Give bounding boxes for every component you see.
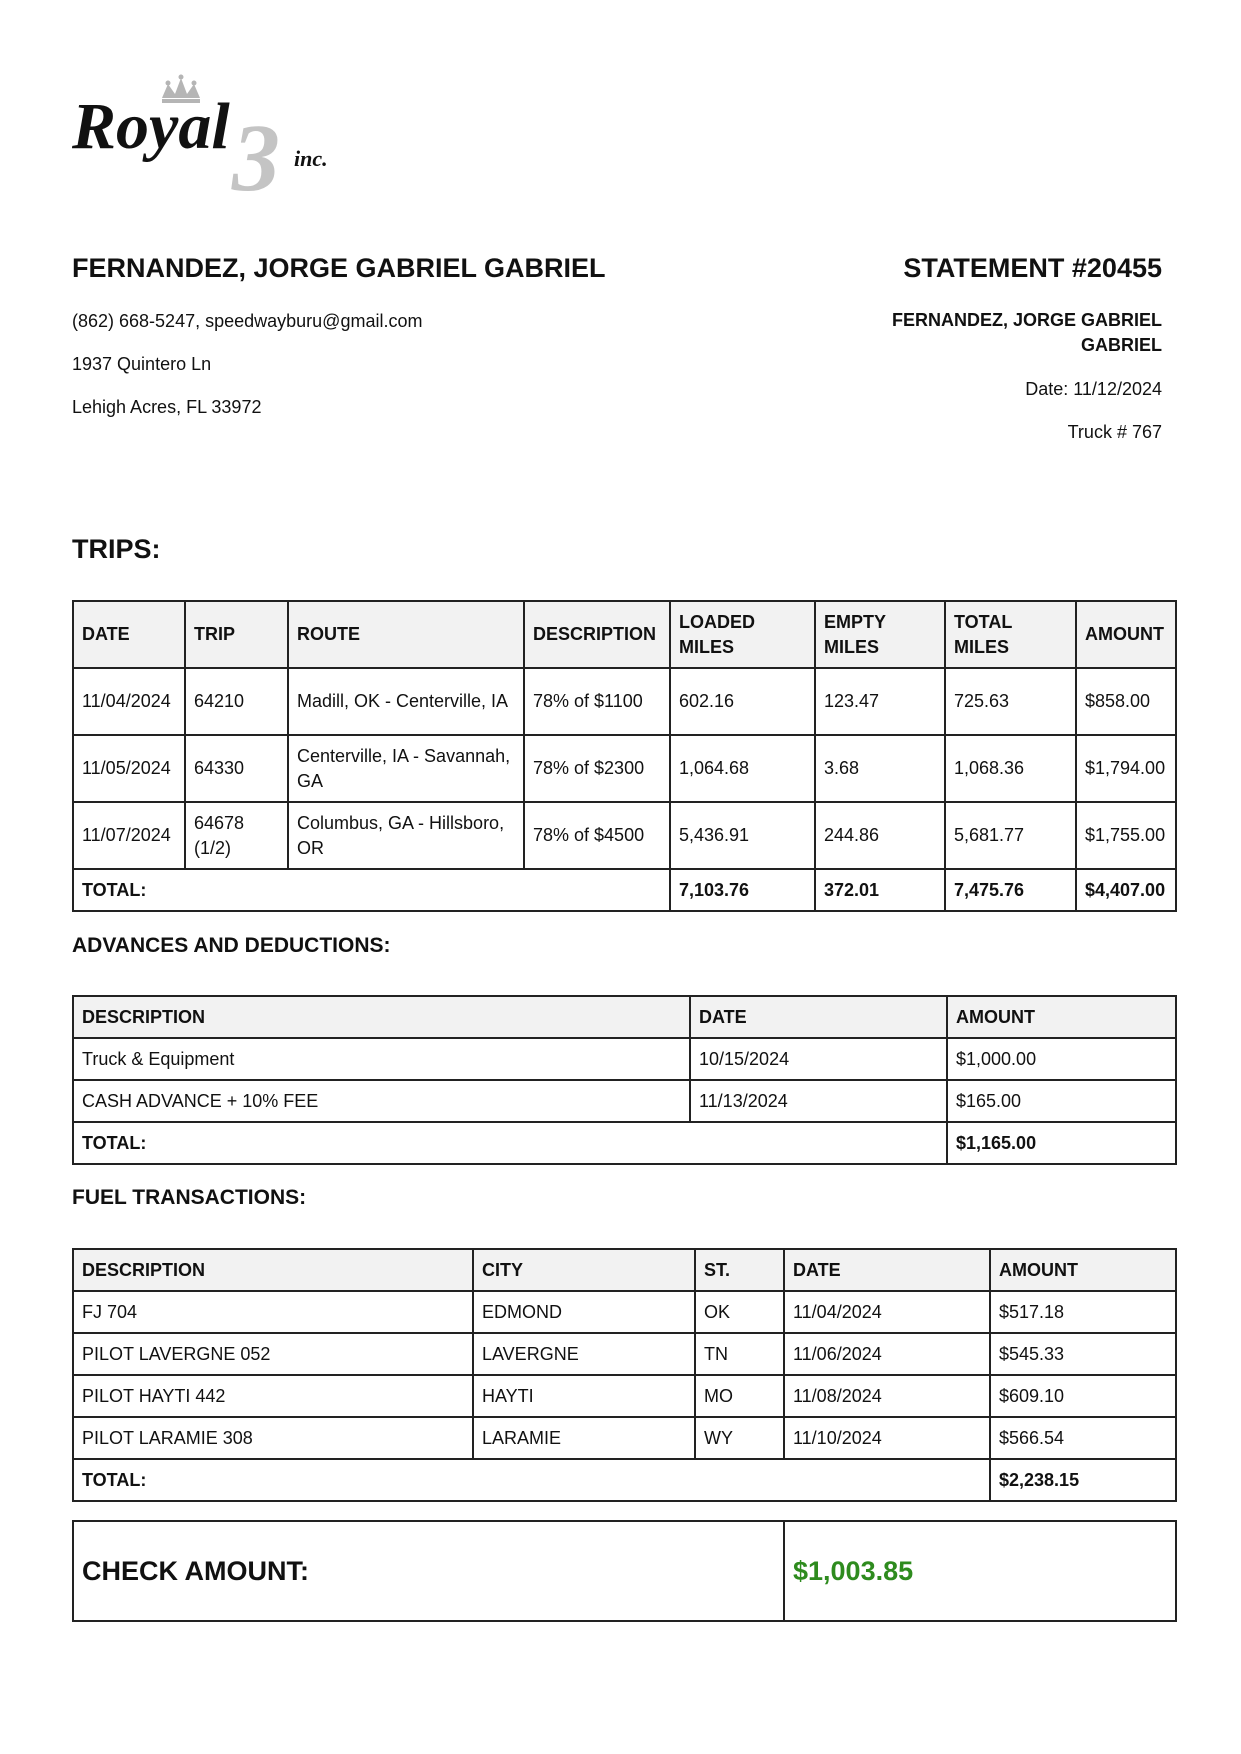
table-cell: OK — [695, 1291, 784, 1333]
table-cell: LAVERGNE — [473, 1333, 695, 1375]
column-header: DATE — [690, 996, 947, 1038]
table-total-row — [73, 1122, 1176, 1164]
table-cell: 64210 — [185, 668, 288, 735]
column-header: TRIP — [185, 601, 288, 668]
table-cell: Madill, OK - Centerville, IA — [288, 668, 524, 735]
table-row — [73, 1333, 1176, 1375]
column-header: LOADED MILES — [670, 601, 815, 668]
check-amount-value: $1,003.85 — [784, 1521, 1176, 1621]
table-cell: 5,436.91 — [670, 802, 815, 869]
column-header: EMPTY MILES — [815, 601, 945, 668]
table-row — [73, 735, 1176, 802]
table-row — [73, 802, 1176, 869]
table-header-row — [73, 601, 1176, 668]
table-cell: PILOT HAYTI 442 — [73, 1375, 473, 1417]
statement-number: STATEMENT #20455 — [903, 253, 1162, 283]
column-header: DATE — [784, 1249, 990, 1291]
table-cell: $1,000.00 — [947, 1038, 1176, 1080]
logo-brand: Royal — [72, 90, 230, 163]
table-row — [73, 1417, 1176, 1459]
fuel-title: FUEL TRANSACTIONS: — [72, 1186, 307, 1209]
driver-address-line1: 1937 Quintero Ln — [72, 354, 212, 374]
table-row — [73, 1375, 1176, 1417]
table-cell: 244.86 — [815, 802, 945, 869]
table-total-row — [73, 1459, 1176, 1501]
table-cell: CASH ADVANCE + 10% FEE — [73, 1080, 690, 1122]
table-cell: LARAMIE — [473, 1417, 695, 1459]
table-cell: $566.54 — [990, 1417, 1176, 1459]
table-cell: 725.63 — [945, 668, 1076, 735]
logo-number: 3 — [232, 104, 280, 200]
table-row — [73, 668, 1176, 735]
table-cell: $609.10 — [990, 1375, 1176, 1417]
table-cell: 11/10/2024 — [784, 1417, 990, 1459]
driver-name: FERNANDEZ, JORGE GABRIEL GABRIEL — [72, 253, 606, 283]
table-cell: $1,755.00 — [1076, 802, 1176, 869]
column-header: DESCRIPTION — [73, 1249, 473, 1291]
table-cell: Truck & Equipment — [73, 1038, 690, 1080]
total-empty-miles: 372.01 — [815, 869, 945, 911]
table-cell: HAYTI — [473, 1375, 695, 1417]
column-header: AMOUNT — [990, 1249, 1176, 1291]
table-cell: 11/08/2024 — [784, 1375, 990, 1417]
advances-table — [72, 995, 1177, 1165]
statement-date: Date: 11/12/2024 — [1025, 379, 1162, 399]
driver-address-line2: Lehigh Acres, FL 33972 — [72, 397, 262, 417]
company-logo — [72, 70, 402, 200]
table-cell: 78% of $1100 — [524, 668, 670, 735]
fuel-table — [72, 1248, 1177, 1502]
table-cell: 64330 — [185, 735, 288, 802]
total-label: TOTAL: — [73, 1459, 990, 1501]
table-cell: TN — [695, 1333, 784, 1375]
table-cell: $545.33 — [990, 1333, 1176, 1375]
table-cell: EDMOND — [473, 1291, 695, 1333]
truck-number: Truck # 767 — [1067, 422, 1162, 442]
table-cell: 1,068.36 — [945, 735, 1076, 802]
check-amount-row — [73, 1521, 1176, 1621]
statement-driver-name: FERNANDEZ, JORGE GABRIEL GABRIEL — [891, 310, 1162, 355]
table-cell: 3.68 — [815, 735, 945, 802]
total-loaded-miles: 7,103.76 — [670, 869, 815, 911]
total-amount: $4,407.00 — [1076, 869, 1176, 911]
column-header: DESCRIPTION — [73, 996, 690, 1038]
table-cell: $517.18 — [990, 1291, 1176, 1333]
column-header: ROUTE — [288, 601, 524, 668]
logo-suffix: inc. — [294, 146, 328, 171]
table-cell: MO — [695, 1375, 784, 1417]
table-cell: FJ 704 — [73, 1291, 473, 1333]
total-amount: $2,238.15 — [990, 1459, 1176, 1501]
table-cell: 11/07/2024 — [73, 802, 185, 869]
table-total-row — [73, 869, 1176, 911]
check-amount-box — [72, 1520, 1177, 1622]
table-cell: 11/05/2024 — [73, 735, 185, 802]
table-cell: 78% of $4500 — [524, 802, 670, 869]
table-cell: 64678 (1/2) — [185, 802, 288, 869]
table-row — [73, 1038, 1176, 1080]
table-cell: 11/13/2024 — [690, 1080, 947, 1122]
advances-title: ADVANCES AND DEDUCTIONS: — [72, 934, 391, 957]
table-cell: $165.00 — [947, 1080, 1176, 1122]
total-label: TOTAL: — [73, 869, 670, 911]
table-cell: 10/15/2024 — [690, 1038, 947, 1080]
table-header-row — [73, 996, 1176, 1038]
table-cell: $858.00 — [1076, 668, 1176, 735]
table-cell: 11/04/2024 — [73, 668, 185, 735]
table-cell: 11/04/2024 — [784, 1291, 990, 1333]
column-header: CITY — [473, 1249, 695, 1291]
column-header: ST. — [695, 1249, 784, 1291]
table-cell: $1,794.00 — [1076, 735, 1176, 802]
total-amount: $1,165.00 — [947, 1122, 1176, 1164]
check-amount-label: CHECK AMOUNT: — [73, 1521, 784, 1621]
total-label: TOTAL: — [73, 1122, 947, 1164]
column-header: AMOUNT — [1076, 601, 1176, 668]
column-header: AMOUNT — [947, 996, 1176, 1038]
table-cell: 602.16 — [670, 668, 815, 735]
statement-info — [642, 252, 1162, 442]
column-header: DESCRIPTION — [524, 601, 670, 668]
column-header: TOTAL MILES — [945, 601, 1076, 668]
table-cell: 123.47 — [815, 668, 945, 735]
table-cell: PILOT LARAMIE 308 — [73, 1417, 473, 1459]
trips-title: TRIPS: — [72, 534, 161, 564]
table-cell: PILOT LAVERGNE 052 — [73, 1333, 473, 1375]
table-cell: 1,064.68 — [670, 735, 815, 802]
table-cell: 11/06/2024 — [784, 1333, 990, 1375]
trips-table — [72, 600, 1177, 912]
column-header: DATE — [73, 601, 185, 668]
table-cell: 78% of $2300 — [524, 735, 670, 802]
table-row — [73, 1080, 1176, 1122]
table-cell: Columbus, GA - Hillsboro, OR — [288, 802, 524, 869]
table-row — [73, 1291, 1176, 1333]
table-cell: 5,681.77 — [945, 802, 1076, 869]
table-cell: WY — [695, 1417, 784, 1459]
table-header-row — [73, 1249, 1176, 1291]
table-cell: Centerville, IA - Savannah, GA — [288, 735, 524, 802]
total-miles: 7,475.76 — [945, 869, 1076, 911]
driver-info — [72, 252, 712, 417]
driver-contact: (862) 668-5247, speedwayburu@gmail.com — [72, 311, 423, 331]
